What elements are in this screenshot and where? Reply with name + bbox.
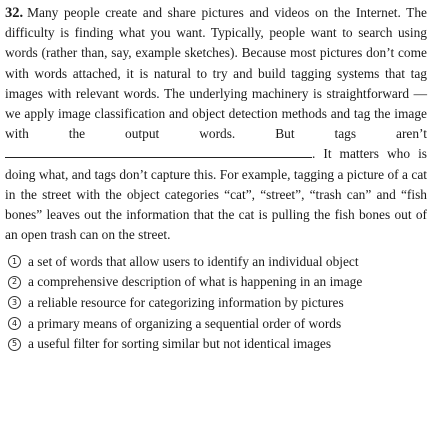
option-2[interactable] (5, 272, 427, 293)
option-3-text: a reliable resource for categorizing information by pictures (28, 294, 344, 310)
option-5-marker: 5 (8, 338, 21, 351)
question-passage (5, 3, 427, 245)
option-4-text: a primary means of organizing a sequential order of words (28, 315, 342, 331)
option-4[interactable] (5, 313, 427, 334)
passage-text-part1: Many people create and share pictures and videos on the Internet. The difficulty is finding what you want. Typically, people want to search using words (rather than, say, example sketches). Because most pictures don’t come with words attached, it is natural to try and build tagging systems that tag images with relevant words. The underlying machinery is straightforward — we apply image classification and object detection methods and tag the image with the output words. But tags aren’t (5, 5, 427, 142)
option-5-text: a useful filter for sorting similar but not identical images (28, 336, 332, 352)
option-2-marker: 2 (8, 276, 21, 289)
option-3[interactable] (5, 293, 427, 314)
option-4-marker: 4 (8, 317, 21, 330)
option-1-text: a set of words that allow users to identify an individual object (28, 253, 359, 269)
option-1[interactable] (5, 251, 427, 272)
answer-blank (5, 145, 312, 158)
answer-options (5, 251, 427, 354)
option-3-marker: 3 (8, 296, 21, 309)
passage-text-part2: . It matters who is doing what, and tags don’t capture this. For example, tagging a picture of a cat in the street with the object categories “cat”, “street”, “trash can” and “fish bones” leaves out the information that the cat is pulling the fish bones out of an open trash can on the street. (5, 146, 427, 243)
option-2-text: a comprehensive description of what is happening in an image (28, 274, 363, 290)
question-number: 32. (5, 5, 24, 21)
option-5[interactable] (5, 334, 427, 355)
option-1-marker: 1 (8, 255, 21, 268)
